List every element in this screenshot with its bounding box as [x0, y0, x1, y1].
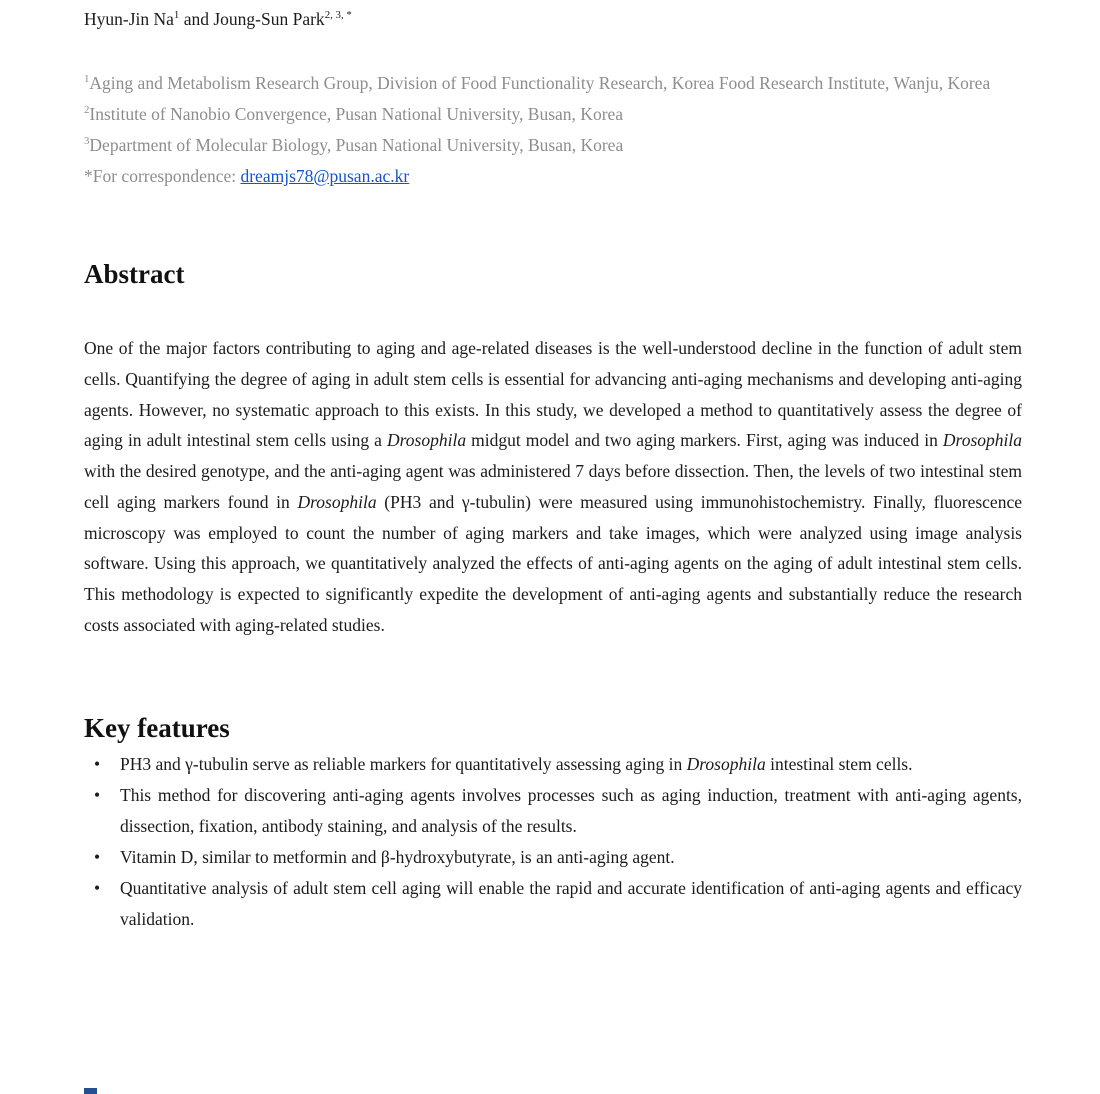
affiliation-item [84, 68, 1022, 99]
text-run: and Joung-Sun Park [179, 9, 325, 29]
abstract-heading: Abstract [84, 259, 185, 289]
italic-term: Drosophila [942, 430, 1022, 451]
affiliation-superscript: 3 [84, 135, 90, 148]
correspondence-prefix: *For correspondence: [84, 166, 241, 186]
affiliation-superscript: 2 [84, 104, 90, 117]
affiliation-superscript: 1 [84, 73, 90, 86]
affiliation-text: Department of Molecular Biology, Pusan National University, Busan, Korea [89, 135, 624, 155]
italic-term: Drosophila [297, 491, 377, 512]
superscript: 1 [173, 9, 180, 22]
text-run: intestinal stem cells. [765, 753, 913, 774]
key-feature-item [84, 780, 1022, 842]
correspondence-line [84, 161, 1022, 192]
text-run: PH3 and γ-tubulin serve as reliable markers for quantitatively assessing aging in [120, 753, 687, 774]
text-run: Quantitative analysis of adult stem cell aging will enable the rapid and accurate identification of anti-aging agents and efficacy validation. [120, 877, 1022, 929]
key-feature-item [84, 873, 1022, 935]
correspondence-email-link[interactable]: dreamjs78@pusan.ac.kr [240, 166, 410, 186]
superscript: 2, 3, * [324, 9, 352, 22]
key-feature-item [84, 842, 1022, 873]
affiliation-text: Aging and Metabolism Research Group, Division of Food Functionality Research, Korea Food Research Institute, Wanju, Korea [89, 73, 991, 93]
italic-term: Drosophila [686, 753, 766, 774]
text-run: One of the major factors contributing to aging and age-related diseases is the well-understood decline in the function of adult stem cells. Quantifying the degree of aging in adult stem cells is essential for advancing anti-aging mechanisms and developing anti-aging agents. However, no systematic approach to this exists. In this study, we developed a method to quantitatively assess the degree of aging in adult intestinal stem cells using a [84, 338, 1022, 451]
text-run: Vitamin D, similar to metformin and β-hydroxybutyrate, is an anti-aging agent. [120, 846, 675, 867]
italic-term: Drosophila [386, 430, 467, 451]
next-section-heading-fragment [84, 1088, 97, 1094]
key-features-list [84, 749, 1022, 935]
abstract-paragraph [84, 333, 1022, 641]
text-run: with the desired genotype, and the anti-aging agent was administered 7 days before dissection. Then, the levels of two intestinal stem cell aging markers found in [84, 461, 1022, 512]
affiliation-text: Institute of Nanobio Convergence, Pusan National University, Busan, Korea [89, 104, 624, 124]
text-run: This method for discovering anti-aging agents involves processes such as aging induction, treatment with anti-aging agents, dissection, fixation, antibody staining, and analysis of the results. [120, 784, 1022, 836]
affiliations-list [84, 68, 1022, 161]
text-run: (PH3 and γ-tubulin) were measured using immunohistochemistry. Finally, fluorescence microscopy was employed to count the number of aging markers and take images, which were analyzed using image analysis software. Using this approach, we quantitatively analyzed the effects of anti-aging agents on the aging of adult intestinal stem cells. This methodology is expected to significantly expedite the development of anti-aging agents and substantially reduce the research costs associated with aging-related studies. [84, 491, 1022, 635]
key-feature-item [84, 749, 1022, 780]
affiliation-item [84, 99, 1022, 130]
affiliation-item [84, 130, 1022, 161]
author-line [84, 6, 1022, 32]
text-run: Hyun-Jin Na [84, 9, 174, 29]
key-features-heading: Key features [84, 712, 230, 743]
affiliations-block [84, 68, 1022, 192]
text-run: midgut model and two aging markers. First, aging was induced in [466, 430, 943, 451]
